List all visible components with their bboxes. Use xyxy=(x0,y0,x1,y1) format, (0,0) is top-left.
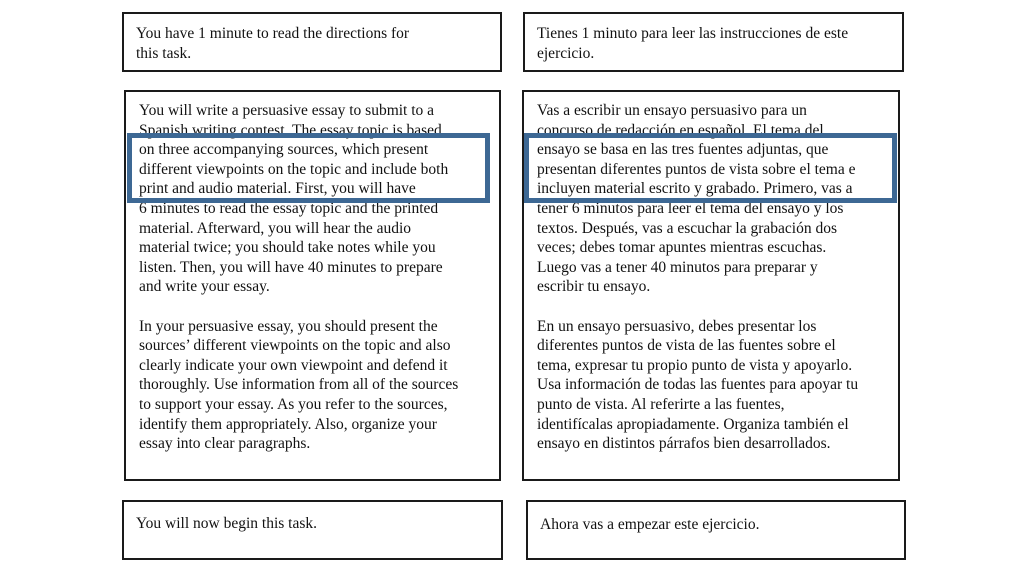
english-p1-line: print and audio material. First, you will have xyxy=(139,180,416,198)
english-highlight-box xyxy=(127,133,490,203)
spanish-paragraph-2 xyxy=(537,317,898,454)
spanish-p1-line: ensayo se basa en las tres fuentes adjuntas, que xyxy=(537,141,829,159)
english-p1-line: and write your essay. xyxy=(139,278,270,296)
english-p1-line: on three accompanying sources, which present xyxy=(139,141,429,159)
english-p1-line: material. Afterward, you will hear the audio xyxy=(139,219,412,237)
spanish-p2-line: diferentes puntos de vista de las fuentes sobre el xyxy=(537,337,836,355)
spanish-header-box xyxy=(523,12,904,72)
spanish-p1-line: tener 6 minutos para leer el tema del ensayo y los xyxy=(537,199,844,217)
spanish-header-text xyxy=(537,24,902,63)
spanish-p1-line: textos. Después, vas a escuchar la grabación dos xyxy=(537,219,837,237)
spanish-p1-line: incluyen material escrito y grabado. Primero, vas a xyxy=(537,180,853,198)
english-p1-line: 6 minutes to read the essay topic and the printed xyxy=(139,199,439,217)
spanish-header-line: Tienes 1 minuto para leer las instrucciones de este xyxy=(537,25,849,42)
english-p1-line: listen. Then, you will have 40 minutes to prepare xyxy=(139,258,443,276)
english-p1-line: material twice; you should take notes while you xyxy=(139,239,436,257)
english-header-line: this task. xyxy=(136,44,192,62)
english-p1-line: Spanish writing contest. The essay topic is based xyxy=(139,121,442,139)
english-paragraph-2 xyxy=(139,317,499,454)
english-header-box xyxy=(122,12,502,72)
english-p1-line: You will write a persuasive essay to submit to a xyxy=(139,102,435,119)
english-p2-line: In your persuasive essay, you should present the xyxy=(139,317,438,335)
english-header-line: You have 1 minute to read the directions for xyxy=(136,25,410,42)
spanish-p2-line: tema, expresar tu propio punto de vista y apoyarlo. xyxy=(537,356,853,374)
spanish-p2-line: En un ensayo persuasivo, debes presentar los xyxy=(537,317,817,335)
spanish-footer-text: Ahora vas a empezar este ejercicio. xyxy=(540,516,760,533)
spanish-highlight-box xyxy=(524,133,897,203)
spanish-p1-line: escribir tu ensayo. xyxy=(537,278,651,296)
paragraph-gap xyxy=(537,297,898,317)
english-p1-line: different viewpoints on the topic and include both xyxy=(139,160,449,178)
spanish-p1-line: veces; debes tomar apuntes mientras escuchas. xyxy=(537,239,827,257)
spanish-p1-line: Luego vas a tener 40 minutos para preparar y xyxy=(537,258,818,276)
spanish-p2-line: ensayo en distintos párrafos bien desarrollados. xyxy=(537,435,831,453)
spanish-p2-line: Usa información de todas las fuentes para apoyar tu xyxy=(537,376,859,394)
english-p2-line: identify them appropriately. Also, organize your xyxy=(139,415,437,433)
english-footer-box xyxy=(122,500,503,560)
english-p2-line: to support your essay. As you refer to the sources, xyxy=(139,395,448,413)
english-p2-line: sources’ different viewpoints on the topic and also xyxy=(139,337,451,355)
spanish-p1-line: presentan diferentes puntos de vista sobre el tema e xyxy=(537,160,856,178)
spanish-p1-line: Vas a escribir un ensayo persuasivo para un xyxy=(537,102,807,119)
spanish-p2-line: identifícalas apropiadamente. Organiza también el xyxy=(537,415,849,433)
english-footer-text: You will now begin this task. xyxy=(136,515,317,532)
english-header-text xyxy=(136,24,500,63)
english-p2-line: clearly indicate your own viewpoint and defend it xyxy=(139,356,448,374)
english-p2-line: thoroughly. Use information from all of the sources xyxy=(139,376,459,394)
spanish-footer-box xyxy=(526,500,906,560)
spanish-header-line: ejercicio. xyxy=(537,44,595,62)
spanish-p1-line: concurso de redacción en español. El tema del xyxy=(537,121,824,139)
spanish-p2-line: punto de vista. Al referirte a las fuentes, xyxy=(537,395,785,413)
paragraph-gap xyxy=(139,297,499,317)
english-p2-line: essay into clear paragraphs. xyxy=(139,435,311,453)
